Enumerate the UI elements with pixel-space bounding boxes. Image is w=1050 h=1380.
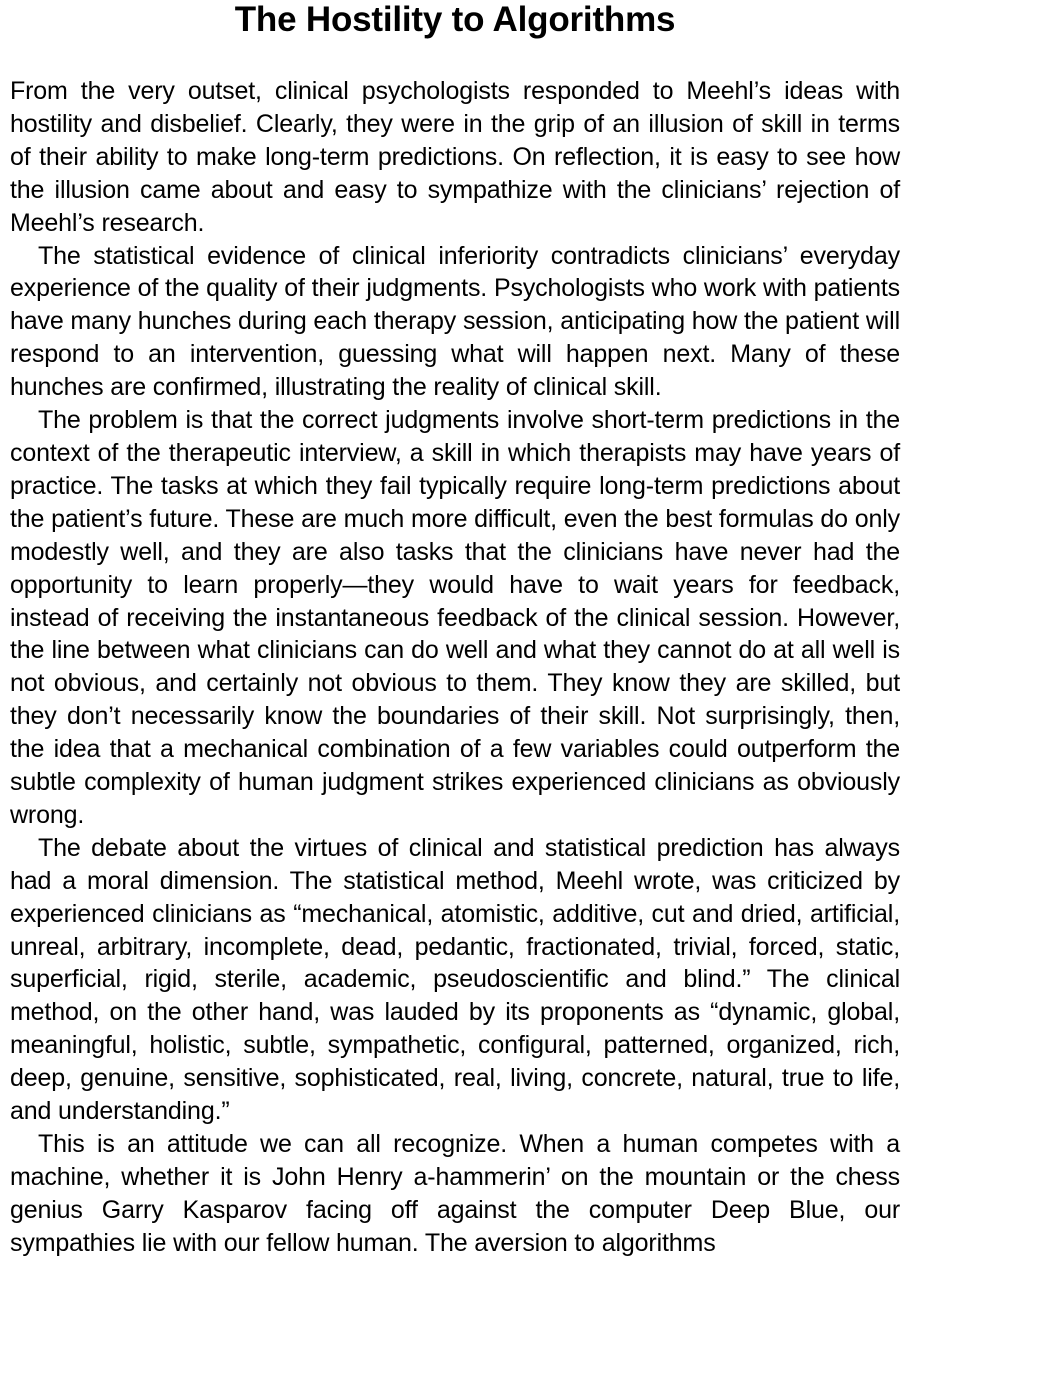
body-text (10, 75, 900, 1260)
paragraph-3: The problem is that the correct judgments involve short-term predictions in the context of the therapeutic interview, a skill in which therapists may have years of practice. The tasks at which they fail typically require long-term predictions about the patient’s future. These are much more difficult, even the best formulas do only modestly well, and they are also tasks that the clinicians have never had the opportunity to learn properly—they would have to wait years for feedback, instead of receiving the instantaneous feedback of the clinical session. However, the line between what clinicians can do well and what they cannot do at all well is not obvious, and certainly not obvious to them. They know they are skilled, but they don’t necessarily know the boundaries of their skill. Not surprisingly, then, the idea that a mechanical combination of a few variables could outperform the subtle complexity of human judgment strikes experienced clinicians as obviously wrong. (10, 406, 900, 829)
page (10, 0, 900, 1257)
page-title: The Hostility to Algorithms (234, 0, 676, 39)
paragraph-5: This is an attitude we can all recognize. When a human competes with a machine, whether it is John Henry a-hammerin’ on the mountain or the chess genius Garry Kasparov facing off against the computer Deep Blue, our sympathies lie with our fellow human. The aversion to algorithms (10, 1130, 900, 1257)
paragraph-1: From the very outset, clinical psychologists responded to Meehl’s ideas with hostility and disbelief. Clearly, they were in the grip of an illusion of skill in terms of their ability to make long-term predictions. On reflection, it is easy to see how the illusion came about and easy to sympathize with the clinicians’ rejection of Meehl’s research. (10, 77, 900, 237)
paragraph-2: The statistical evidence of clinical inferiority contradicts clinicians’ everyday experience of the quality of their judgments. Psychologists who work with patients have many hunches during each therapy session, anticipating how the patient will respond to an intervention, guessing what will happen next. Many of these hunches are confirmed, illustrating the reality of clinical skill. (10, 241, 900, 402)
paragraph-4: The debate about the virtues of clinical and statistical prediction has always had a moral dimension. The statistical method, Meehl wrote, was criticized by experienced clinicians as “mechanical, atomistic, additive, cut and dried, artificial, unreal, arbitrary, incomplete, dead, pedantic, fractionated, trivial, forced, static, superficial, rigid, sterile, academic, pseudoscientific and blind.” The clinical method, on the other hand, was lauded by its proponents as “dynamic, global, meaningful, holistic, subtle, sympathetic, configural, patterned, organized, rich, deep, genuine, sensitive, sophisticated, real, living, concrete, natural, true to life, and understanding.” (10, 833, 900, 1126)
